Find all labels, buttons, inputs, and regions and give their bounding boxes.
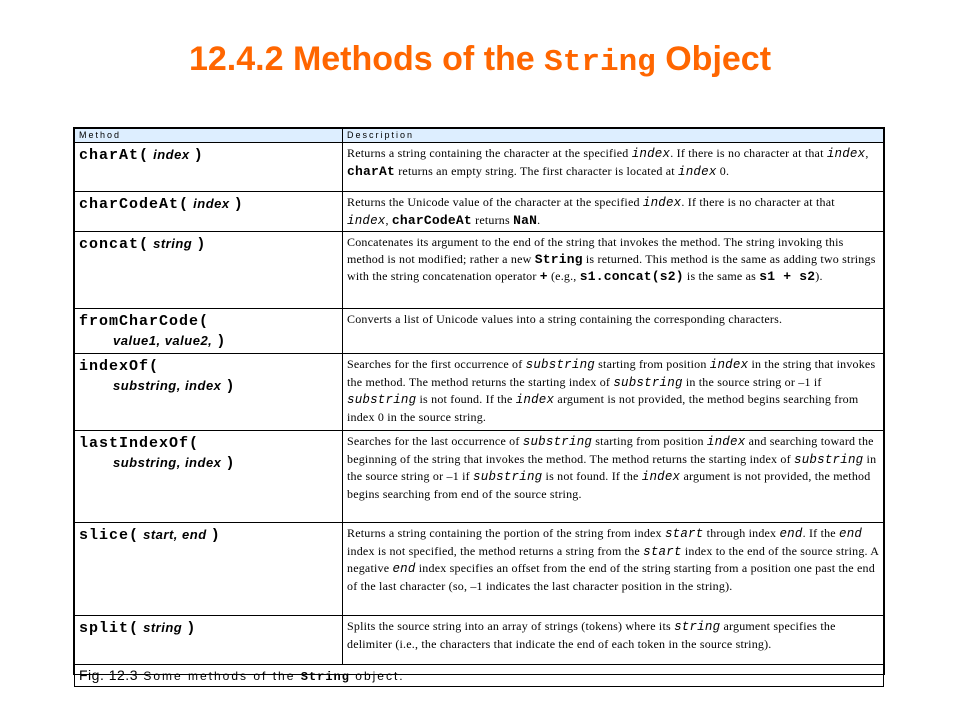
description-text: is not found. If the: [542, 469, 642, 483]
method-description: [343, 354, 884, 431]
param-name: end: [779, 527, 803, 541]
description-text: Splits the source string into an array of strings (tokens) where its: [347, 619, 675, 633]
description-text: is returned. This method is the same as adding two strings with the string concatenation operator: [347, 251, 876, 283]
code-term: s1 + s2: [759, 269, 816, 284]
description-text: argument is not provided, the method begins searching from end of the source string.: [347, 469, 871, 501]
slide-title: [0, 40, 960, 80]
table-row: [75, 354, 884, 431]
description-text: in the source string or –1 if: [682, 374, 822, 389]
method-name: split(: [79, 620, 140, 637]
description-text: returns an empty string. The first character is located at: [395, 163, 679, 178]
param-name: index: [631, 147, 671, 161]
method-name: slice(: [79, 527, 140, 544]
method-params: string: [139, 620, 187, 635]
table-row: [75, 431, 884, 523]
header-description: Description: [343, 129, 884, 143]
figure-caption-row: [75, 665, 884, 687]
method-params: value1, value2,: [113, 333, 217, 348]
signature-line: [79, 453, 338, 473]
method-close: ): [210, 527, 221, 544]
description-text: Returns a string containing the character at the specified: [347, 146, 632, 160]
table-row: [75, 192, 884, 232]
method-params: index: [189, 196, 234, 211]
table-row: [75, 309, 884, 354]
param-name: index: [709, 358, 749, 372]
table-header-row: [75, 129, 884, 143]
method-params: substring, index: [113, 455, 226, 470]
param-name: substring: [347, 393, 417, 407]
methods-table: [73, 127, 885, 684]
description-text: index is not specified, the method returns a string from the: [347, 543, 644, 558]
code-term: charCodeAt: [391, 212, 472, 228]
caption-text: Some methods of the: [137, 669, 301, 683]
param-name: index: [642, 196, 682, 210]
description-text: Concatenates its argument to the end of the string that invokes the method. The string invoking this method is not modified; rather a new: [347, 235, 844, 266]
method-params: substring, index: [113, 378, 226, 393]
description-text: in the string that invokes the method. The method returns the starting index of: [347, 357, 876, 389]
caption-code: String: [300, 670, 350, 684]
signature-line: [79, 525, 338, 545]
param-name: index: [826, 147, 866, 161]
method-description: [343, 232, 884, 309]
description-text: Searches for the first occurrence of: [347, 357, 526, 371]
method-params: start, end: [139, 527, 211, 542]
signature-line: [79, 356, 338, 376]
code-term: NaN: [513, 212, 538, 228]
method-signature: [75, 523, 343, 616]
method-description: [343, 192, 884, 232]
description-text: . If there is no character at that: [670, 146, 827, 160]
param-name: index: [678, 164, 717, 179]
signature-line: [79, 376, 338, 396]
title-code: String: [544, 45, 656, 80]
method-params: string: [149, 236, 197, 251]
description-text: ,: [385, 212, 392, 227]
description-text: index specifies an offset from the end of the string starting from a position one past the end of the last character (so, –1 indicates the last character position in the string).: [347, 561, 875, 593]
param-name: index: [515, 393, 555, 407]
title-suffix: Object: [655, 40, 772, 78]
method-params: index: [149, 147, 194, 162]
description-text: (e.g.,: [547, 269, 580, 283]
signature-line: [79, 234, 338, 254]
description-text: through index: [703, 526, 780, 540]
param-name: substring: [525, 358, 595, 372]
method-name: charCodeAt(: [79, 196, 190, 213]
signature-line: [79, 433, 338, 453]
method-name: fromCharCode(: [79, 313, 210, 330]
method-description: [343, 309, 884, 354]
signature-line: [79, 311, 338, 331]
table-row: [75, 232, 884, 309]
header-method: Method: [75, 129, 343, 143]
description-text: returns: [471, 212, 514, 227]
description-text: Converts a list of Unicode values into a string containing the corresponding characters.: [347, 312, 783, 326]
method-close: ): [216, 333, 227, 350]
description-text: argument specifies the delimiter (i.e., the characters that indicate the end of each token in the source string).: [347, 619, 836, 651]
code-term: charAt: [347, 163, 396, 179]
method-close: ): [186, 620, 197, 637]
description-text: starting from position: [594, 357, 710, 371]
method-description: [343, 143, 884, 192]
param-name: index: [706, 435, 746, 449]
method-name: indexOf(: [79, 358, 160, 375]
description-text: is not found. If the: [416, 392, 516, 406]
method-signature: [75, 192, 343, 232]
method-signature: [75, 309, 343, 354]
signature-line: [79, 331, 338, 351]
param-name: end: [392, 562, 416, 576]
param-name: substring: [613, 375, 683, 390]
description-text: ,: [865, 146, 869, 160]
table-row: [75, 523, 884, 616]
method-name: lastIndexOf(: [79, 435, 200, 452]
param-name: start: [664, 527, 704, 541]
table-row: [75, 616, 884, 665]
signature-line: [79, 618, 338, 638]
method-close: ): [193, 147, 204, 164]
figure-caption: [75, 665, 884, 687]
description-text: ).: [815, 269, 823, 283]
title-prefix: 12.4.2 Methods of the: [188, 40, 545, 78]
caption-text: object.: [349, 669, 405, 683]
signature-line: [79, 194, 338, 214]
method-close: ): [225, 378, 236, 395]
description-text: Searches for the last occurrence of: [347, 434, 523, 448]
code-term: s1.concat(s2): [579, 269, 684, 284]
method-name: concat(: [79, 236, 150, 253]
param-name: substring: [522, 435, 593, 449]
method-signature: [75, 354, 343, 431]
method-signature: [75, 431, 343, 523]
method-description: [343, 523, 884, 616]
method-signature: [75, 616, 343, 665]
param-name: index: [641, 470, 681, 484]
method-description: [343, 616, 884, 665]
description-text: . If there is no character at that: [681, 195, 835, 209]
method-close: ): [233, 196, 244, 213]
method-close: ): [225, 455, 236, 472]
description-text: index to the end of the source string. A negative: [347, 543, 879, 575]
description-text: argument is not provided, the method begins searching from index 0 in the source string.: [347, 392, 859, 424]
method-signature: [75, 232, 343, 309]
param-name: end: [839, 527, 863, 541]
code-term: String: [534, 251, 583, 267]
table-row: [75, 143, 884, 192]
method-close: ): [196, 236, 207, 253]
description-text: and searching toward the beginning of the string that invokes the method. The method returns the starting index of: [347, 434, 874, 466]
param-name: start: [643, 544, 682, 559]
param-name: substring: [794, 452, 864, 467]
param-name: substring: [473, 470, 543, 484]
description-text: Returns a string containing the portion of the string from index: [347, 526, 665, 540]
code-term: +: [539, 269, 548, 284]
method-signature: [75, 143, 343, 192]
signature-line: [79, 145, 338, 165]
method-name: charAt(: [79, 147, 150, 164]
description-text: 0.: [716, 163, 730, 178]
param-name: string: [674, 620, 721, 634]
description-text: starting from position: [592, 434, 707, 448]
method-description: [343, 431, 884, 523]
description-text: . If the: [802, 526, 840, 540]
description-text: .: [537, 212, 541, 227]
description-text: Returns the Unicode value of the character at the specified: [347, 195, 643, 209]
description-text: is the same as: [683, 269, 760, 283]
param-name: index: [347, 213, 386, 228]
description-text: in the source string or –1 if: [347, 451, 877, 483]
figure-number: Fig. 12.3: [79, 667, 138, 683]
